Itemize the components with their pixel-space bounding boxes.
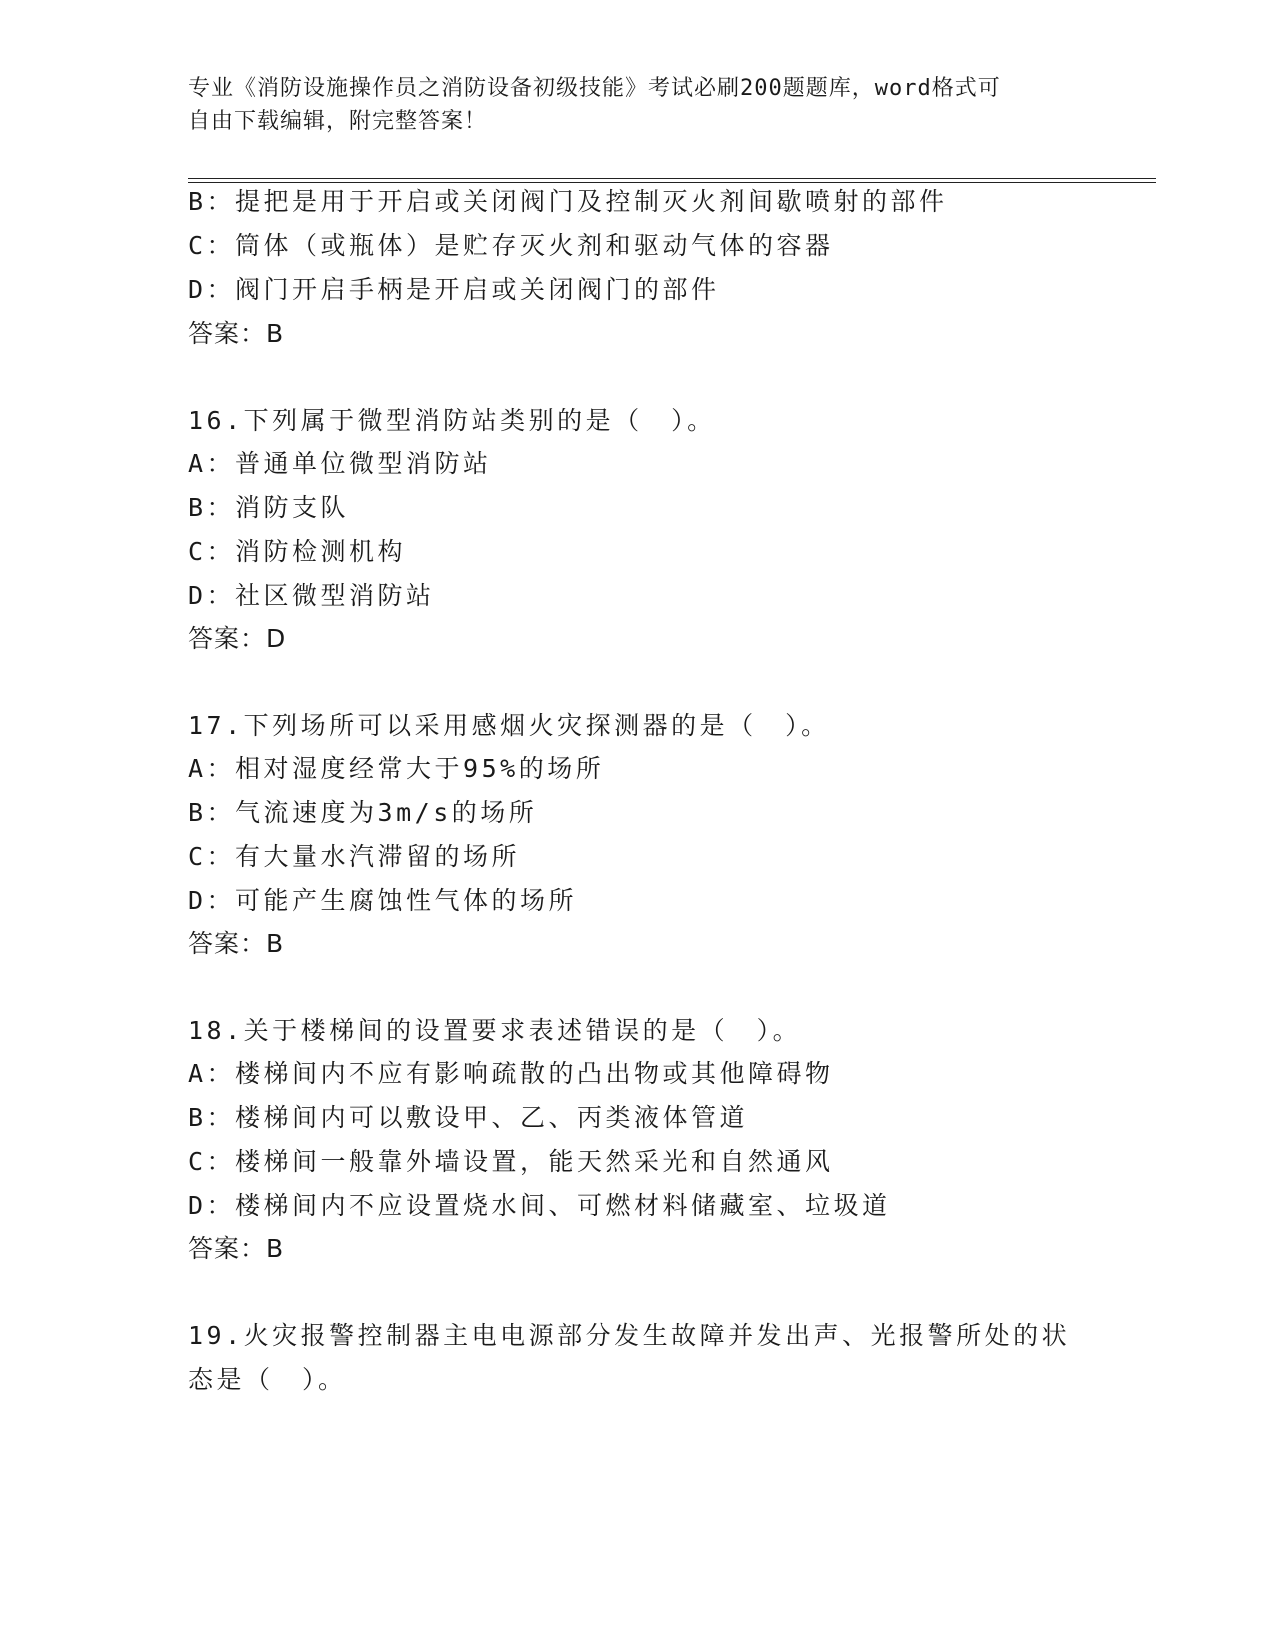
q17-option-b: B：气流速度为3m/s的场所 (188, 798, 538, 827)
q17-option-a: A：相对湿度经常大于95%的场所 (188, 754, 605, 783)
q15-option-d: D：阀门开启手柄是开启或关闭阀门的部件 (188, 275, 720, 304)
q16-option-c: C：消防检测机构 (188, 537, 407, 566)
q19-stem: 19.火灾报警控制器主电电源部分发生故障并发出声、光报警所处的状 (188, 1321, 1071, 1350)
document-header (188, 72, 1068, 138)
q16-option-a: A：普通单位微型消防站 (188, 449, 492, 478)
q18-option-a: A：楼梯间内不应有影响疏散的凸出物或其他障碍物 (188, 1059, 834, 1088)
q15-option-c: C：筒体（或瓶体）是贮存灭火剂和驱动气体的容器 (188, 231, 834, 260)
q18-answer: 答案：B (188, 1234, 285, 1263)
q16-option-d: D：社区微型消防站 (188, 581, 435, 610)
q16-option-b: B：消防支队 (188, 493, 350, 522)
header-line-1: 专业《消防设施操作员之消防设备初级技能》考试必刷200题题库，word格式可 (188, 76, 1001, 101)
q17-answer: 答案：B (188, 929, 285, 958)
q17-stem: 17.下列场所可以采用感烟火灾探测器的是（ ）。 (188, 711, 830, 740)
q18-option-d: D：楼梯间内不应设置烧水间、可燃材料储藏室、垃圾道 (188, 1191, 891, 1220)
q18-option-b: B：楼梯间内可以敷设甲、乙、丙类液体管道 (188, 1103, 749, 1132)
header-line-2: 自由下载编辑，附完整答案！ (188, 109, 488, 134)
q17-option-d: D：可能产生腐蚀性气体的场所 (188, 886, 578, 915)
q16-stem: 16.下列属于微型消防站类别的是（ ）。 (188, 406, 716, 435)
q19-stem-continued: 态是（ ）。 (188, 1365, 347, 1394)
q15-option-b: B：提把是用于开启或关闭阀门及控制灭火剂间歇喷射的部件 (188, 187, 948, 216)
q16-answer: 答案：D (188, 624, 287, 653)
q17-option-c: C：有大量水汽滞留的场所 (188, 842, 521, 871)
q15-answer: 答案：B (188, 319, 285, 348)
q18-stem: 18.关于楼梯间的设置要求表述错误的是（ ）。 (188, 1016, 802, 1045)
header-divider (188, 178, 1156, 183)
q18-option-c: C：楼梯间一般靠外墙设置，能天然采光和自然通风 (188, 1147, 834, 1176)
